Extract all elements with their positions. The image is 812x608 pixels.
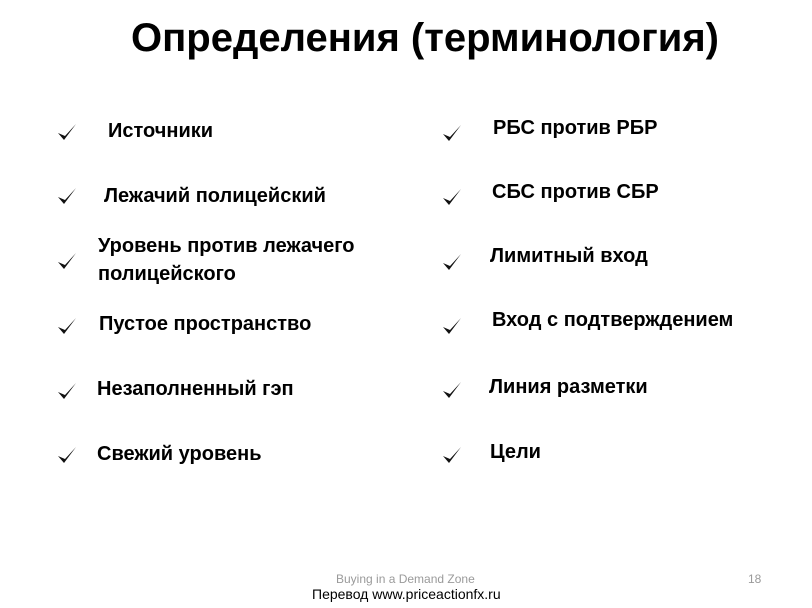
right-item-2: СБС против СБР	[492, 181, 659, 203]
left-item-4: Пустое пространство	[99, 313, 312, 335]
checkmark-icon	[441, 251, 463, 273]
footer-title: Buying in a Demand Zone	[336, 572, 475, 586]
checkmark-icon	[56, 444, 78, 466]
checkmark-icon	[441, 379, 463, 401]
left-item-1: Источники	[108, 120, 214, 142]
footer-credit: Перевод www.priceactionfx.ru	[312, 586, 501, 602]
checkmark-icon	[441, 186, 463, 208]
checkmark-icon	[56, 250, 78, 272]
left-item-2: Лежачий полицейский	[104, 185, 326, 207]
checkmark-icon	[441, 122, 463, 144]
checkmark-icon	[441, 444, 463, 466]
checkmark-icon	[56, 315, 78, 337]
checkmark-icon	[56, 185, 78, 207]
right-item-6: Цели	[490, 441, 541, 463]
left-item-6: Свежий уровень	[97, 443, 262, 465]
left-item-3: Уровень против лежачего полицейского	[98, 235, 355, 285]
slide-title: Определения (терминология)	[131, 16, 719, 60]
left-item-5: Незаполненный гэп	[97, 378, 294, 400]
right-item-4: Вход с подтверждением	[492, 309, 734, 331]
right-item-1: РБС против РБР	[493, 117, 658, 139]
checkmark-icon	[56, 121, 78, 143]
checkmark-icon	[56, 380, 78, 402]
right-item-5: Линия разметки	[489, 376, 648, 398]
right-item-3: Лимитный вход	[490, 245, 648, 267]
page-number: 18	[748, 572, 762, 586]
checkmark-icon	[441, 315, 463, 337]
